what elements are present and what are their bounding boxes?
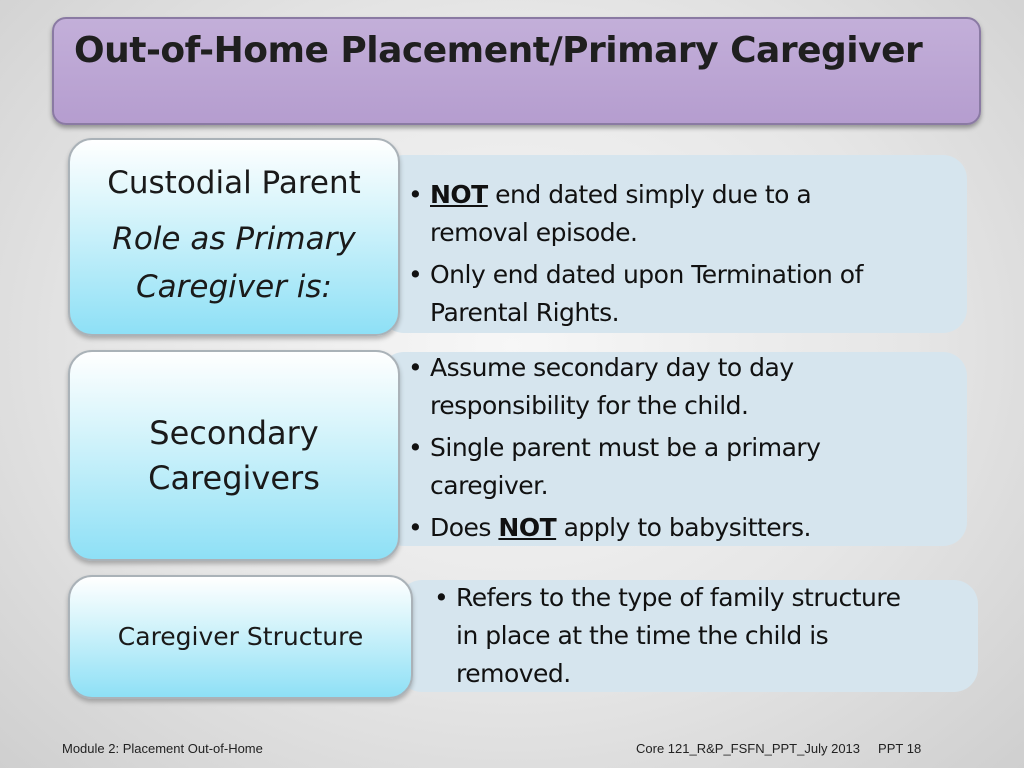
list-item <box>408 256 908 332</box>
section-2-label-title: Secondary Caregivers <box>148 413 320 497</box>
bullet-text: Assume secondary day to day responsibility for the child. <box>430 353 794 420</box>
emphasis-text: NOT <box>430 180 488 209</box>
section-3-label-title: Caregiver Structure <box>117 622 364 651</box>
footer-right: Core 121_R&P_FSFN_PPT_July 2013 PPT 18 <box>636 741 922 756</box>
bullet-text: Only end dated upon Termination of Parental Rights. <box>430 260 863 327</box>
list-item <box>408 509 908 547</box>
list-item <box>408 349 908 425</box>
section-3-bullets <box>434 579 924 697</box>
bullet-text: Refers to the type of family structure in place at the time the child is removed. <box>456 583 901 688</box>
section-1-bullets <box>408 176 908 336</box>
bullet-text: Single parent must be a primary caregiver. <box>430 433 821 500</box>
section-3-label <box>68 575 413 699</box>
section-2-bullets <box>408 349 908 551</box>
section-1-label-title: Custodial Parent <box>107 165 361 201</box>
bullet-text: Does <box>430 513 499 542</box>
slide-title: Out-of-Home Placement/Primary Caregiver <box>74 30 923 71</box>
title-banner <box>52 17 981 125</box>
footer-left: Module 2: Placement Out-of-Home <box>62 741 263 756</box>
bullet-text: apply to babysitters. <box>556 513 811 542</box>
section-2-label <box>68 350 400 561</box>
list-item <box>434 579 924 693</box>
emphasis-text: NOT <box>498 513 557 542</box>
section-1-label <box>68 138 400 336</box>
list-item <box>408 176 908 252</box>
list-item <box>408 429 908 505</box>
bullet-text: end dated simply due to a removal episode. <box>430 180 812 247</box>
section-1-label-subtitle: Role as Primary Caregiver is: <box>112 221 356 305</box>
